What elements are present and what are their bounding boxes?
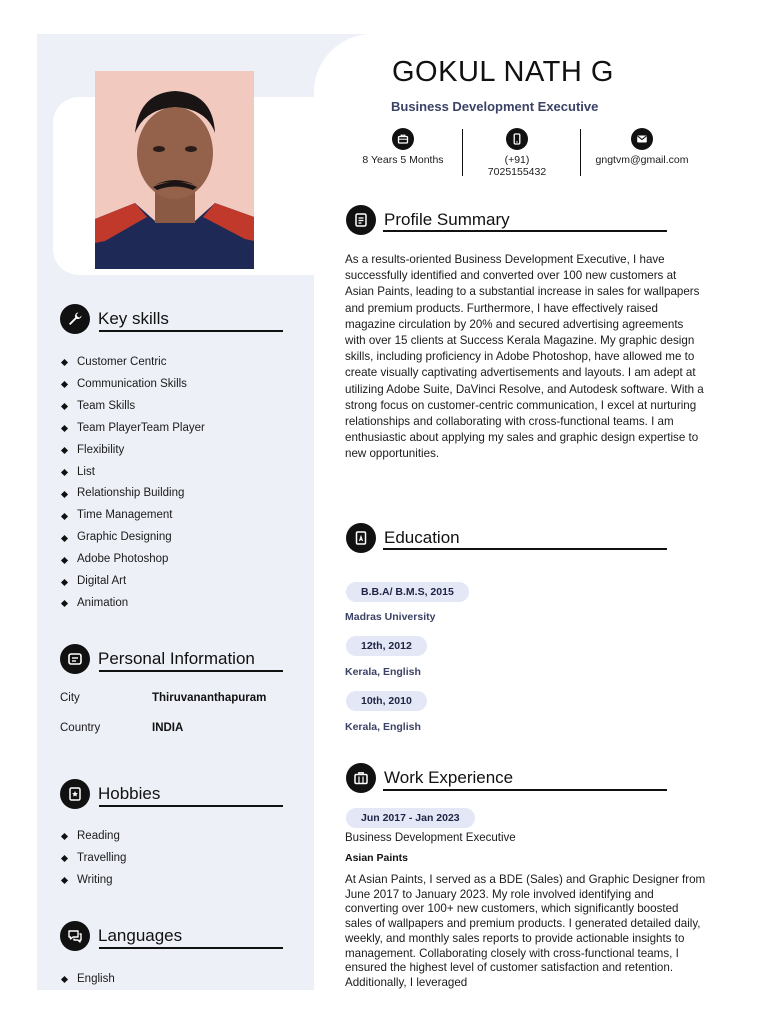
key-skills-list: [60, 352, 205, 615]
education-title: Education: [384, 528, 460, 547]
info-key: Country: [60, 722, 101, 734]
phone-number: 7025155432: [487, 166, 547, 178]
phone-code: (+91): [504, 154, 530, 166]
work-experience-underline: [383, 789, 667, 791]
resume-page: [37, 34, 731, 990]
languages-underline: [99, 947, 283, 949]
education-institution: Madras University: [345, 611, 436, 623]
bookmark-star-icon: [60, 779, 90, 809]
list-item: Animation: [60, 593, 205, 615]
candidate-role: Business Development Executive: [391, 99, 599, 114]
profile-photo-drawing: [95, 71, 254, 269]
briefcase-icon: [392, 128, 414, 150]
key-skills-underline: [99, 330, 283, 332]
list-item: Relationship Building: [60, 483, 205, 505]
contact-phone: [473, 128, 561, 178]
hobbies-underline: [99, 805, 283, 807]
education-degree-pill: 10th, 2010: [346, 691, 427, 711]
contact-experience: [350, 128, 456, 166]
list-item: Digital Art: [60, 571, 205, 593]
chat-bubbles-icon: [60, 921, 90, 951]
list-item: Writing: [60, 870, 126, 892]
profile-photo: [95, 71, 254, 269]
education-underline: [383, 548, 667, 550]
profile-summary-text: As a results-oriented Business Development Executive, I have successfully identified and converted over 100 new customers at Asian Paints, leading to a substantial increase in sales for wallpapers and premium products. Furthermore, I have effectively raised magazine circulation by 20% and secured advertising agreements with over 15 clients at Success Kerala Magazine. My graphic design skills, including proficiency in Adobe Photoshop, have allowed me to create visually captivating advertisements and layouts. I am adept at utilizing Adobe Suite, DaVinci Resolve, and Autodesk software. With a strong focus on customer-centric communication, I excel at nurturing relationships and collaborating with cross-functional teams. I am enthusiastic about applying my sales and graphic design expertise to new opportunities.: [345, 253, 704, 461]
contact-divider: [462, 129, 463, 176]
list-item: Team Skills: [60, 396, 205, 418]
personal-info-underline: [99, 670, 283, 672]
candidate-name: GOKUL NATH G: [392, 56, 614, 88]
work-period-pill: Jun 2017 - Jan 2023: [346, 808, 475, 828]
book-icon: [346, 523, 376, 553]
info-row-country: [60, 722, 183, 734]
document-icon: [346, 205, 376, 235]
education-institution: Kerala, English: [345, 666, 421, 678]
list-item: Flexibility: [60, 440, 205, 462]
list-item: Reading: [60, 826, 126, 848]
list-item: Adobe Photoshop: [60, 549, 205, 571]
education-degree-pill: B.B.A/ B.M.S, 2015: [346, 582, 469, 602]
hobbies-title: Hobbies: [98, 784, 161, 803]
contact-email[interactable]: [589, 128, 695, 166]
personal-info-title: Personal Information: [98, 649, 255, 668]
list-item: Team PlayerTeam Player: [60, 418, 205, 440]
info-value: INDIA: [152, 722, 184, 734]
list-item: English: [60, 969, 115, 990]
id-card-icon: [60, 644, 90, 674]
list-item: Graphic Designing: [60, 527, 205, 549]
info-value: Thiruvananthapuram: [152, 692, 267, 704]
phone-icon: [506, 128, 528, 150]
education-institution: Kerala, English: [345, 721, 421, 733]
profile-summary-underline: [383, 230, 667, 232]
list-item: Time Management: [60, 505, 205, 527]
work-role: Business Development Executive: [345, 832, 516, 844]
key-skills-title: Key skills: [98, 309, 169, 328]
contact-divider: [580, 129, 581, 176]
info-key: City: [60, 692, 80, 704]
work-company: Asian Paints: [345, 852, 409, 864]
hobbies-list: [60, 826, 126, 892]
briefcase-icon: [346, 763, 376, 793]
list-item: Customer Centric: [60, 352, 205, 374]
list-item: List: [60, 462, 205, 484]
email-text[interactable]: gngtvm@gmail.com: [595, 154, 689, 166]
experience-text: 8 Years 5 Months: [362, 154, 444, 166]
envelope-icon: [631, 128, 653, 150]
wrench-icon: [60, 304, 90, 334]
list-item: Travelling: [60, 848, 126, 870]
languages-list: [60, 969, 115, 990]
work-description: At Asian Paints, I served as a BDE (Sales) and Graphic Designer from June 2017 to January 2023. My role involved identifying and converting over 100+ new customers, which significantly boosted sales of wallpapers and premium products. I generated detailed daily, weekly, and monthly sales reports to provide actionable insights to management. Collaborating closely with cross-functional teams, I ensured the highest level of customer satisfaction and retention. Additionally, I leveraged: [345, 873, 706, 989]
info-row-city: [60, 692, 266, 704]
work-experience-title: Work Experience: [384, 768, 514, 787]
education-degree-pill: 12th, 2012: [346, 636, 427, 656]
profile-summary-title: Profile Summary: [384, 210, 510, 229]
list-item: Communication Skills: [60, 374, 205, 396]
languages-title: Languages: [98, 926, 183, 945]
